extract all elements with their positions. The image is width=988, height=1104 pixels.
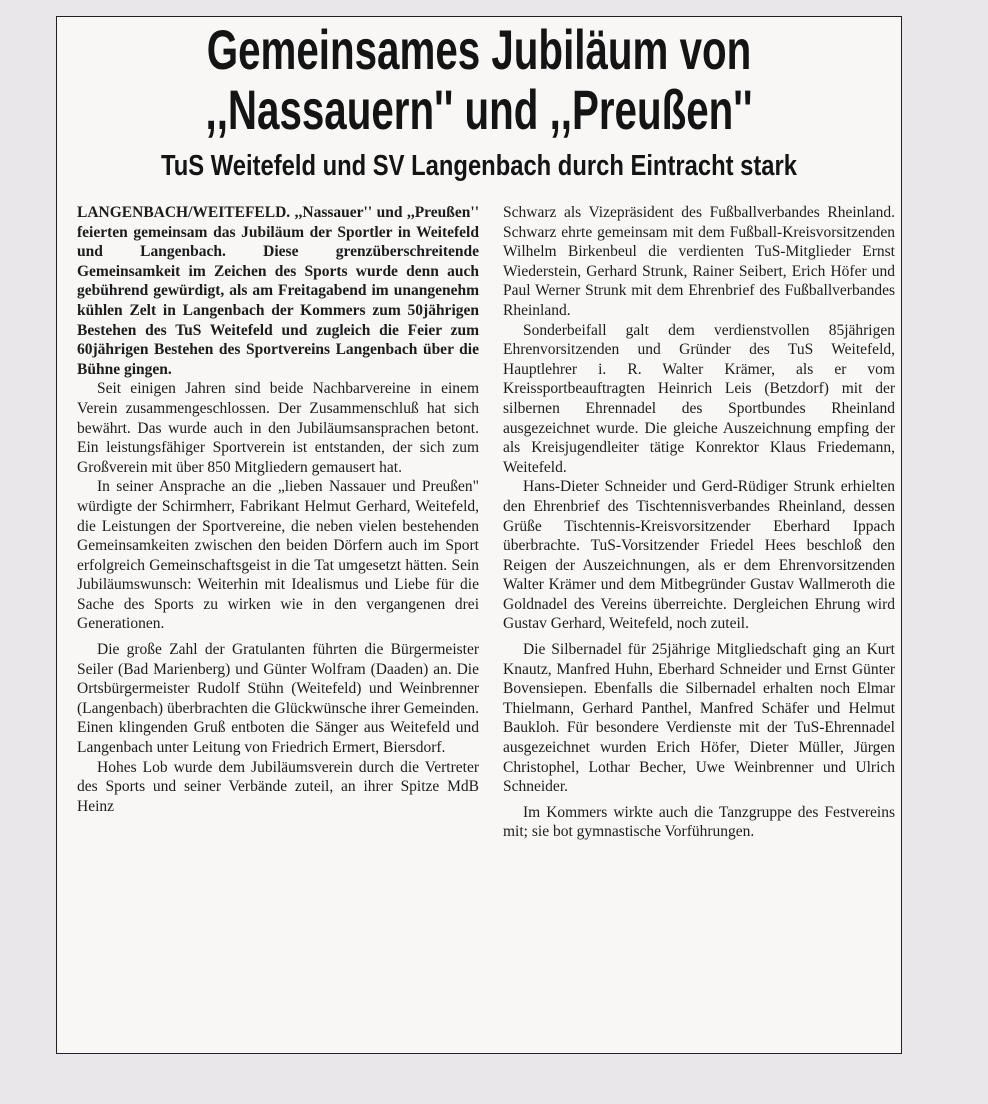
article-paragraph: Die große Zahl der Gratulanten führten die Bürgermeister Seiler (Bad Marienberg) und Günter Wolfram (Daaden) an. Die Ortsbürgermeister Rudolf Stühn (Weitefeld) und Weinbrenner (Langenbach) überbrachten die Glückwünsche ihrer Gemeinden. Einen klingenden Gruß entboten die Sänger aus Weitefeld und Langenbach unter Leitung von Friedrich Ermert, Biersdorf. bbox=[77, 641, 479, 757]
article-paragraph: Hans-Dieter Schneider und Gerd-Rüdiger Strunk erhielten den Ehrenbrief des Tischtennisverbandes Rheinland, dessen Grüße Tischtennis-Kreisvorsitzender Eberhard Ippach überbrachte. TuS-Vorsitzender Friedel Hees beschloß den Reigen der Auszeichnungen, als er dem Ehrenvorsitzenden Walter Krämer und dem Mitbegründer Gustav Wallmeroth die Goldnadel des Vereins überreichte. Dergleichen Ehrung wird Gustav Gerhard, Weitefeld, noch zuteil. bbox=[503, 478, 895, 633]
headline-line-1: Gemeinsames Jubiläum von bbox=[206, 18, 752, 81]
article-paragraph: Die Silbernadel für 25jährige Mitgliedschaft ging an Kurt Knautz, Manfred Huhn, Eberhard Schneider und Ernst Günter Bovensiepen. Ebenfalls die Silbernadel erhalten noch Elmar Thielmann, Gerhard Panthel, Manfred Schäfer und Helmut Baukloh. Für besondere Verdienste mit der TuS-Ehrennadel ausgezeichnet wurden Erich Höfer, Dieter Müller, Jürgen Christophel, Lothar Becher, Uwe Weinbrenner und Ulrich Schneider. bbox=[503, 641, 895, 796]
article-paragraph: Im Kommers wirkte auch die Tanzgruppe des Festvereins mit; sie bot gymnastische Vorführungen. bbox=[503, 803, 895, 841]
article-paragraph: Hohes Lob wurde dem Jubiläumsverein durch die Vertreter des Sports und seiner Verbände zuteil, an ihrer Spitze MdB Heinz bbox=[77, 758, 479, 815]
article-paragraph: Schwarz als Vizepräsident des Fußballverbandes Rheinland. Schwarz ehrte gemeinsam mit dem Fußball-Kreisvorsitzenden Wilhelm Birkenbeul die verdienten TuS-Mitglieder Ernst Wiederstein, Gerhard Strunk, Rainer Seibert, Erich Höfer und Paul Werner Strunk mit dem Ehrenbrief des Fußballverbandes Rheinland. bbox=[503, 204, 895, 319]
headline-line-2: ,,Nassauern'' und ,,Preußen'' bbox=[205, 78, 753, 141]
article-paragraph: In seiner Ansprache an die „lieben Nassauer und Preußen" würdigte der Schirmherr, Fabrikant Helmut Gerhard, Weitefeld, die Leistungen der Sportvereine, die neben vielen bestehenden Gemeinsamkeiten zwischen den beiden Dörfern auch im Sport erfolgreich Gemeinschaftsgeist in die Tat umgesetzt hätten. Sein Jubiläumswunsch: Weiterhin mit Idealismus und Liebe für die Sache des Sports zu wirken wie in den vergangenen drei Generationen. bbox=[77, 478, 479, 633]
article-column-right bbox=[503, 203, 895, 842]
newspaper-clipping bbox=[56, 16, 902, 1054]
subheadline: TuS Weitefeld und SV Langenbach durch Eintracht stark bbox=[160, 150, 797, 182]
article-paragraph: LANGENBACH/WEITEFELD. ,,Nassauer'' und ,,Preußen'' feierten gemeinsam das Jubiläum der Sportler in Weitefeld und Langenbach. Diese grenzüberschreitende Gemeinsamkeit im Zeichen des Sports wurde denn auch gebührend gewürdigt, als am Freitagabend im unangenehm kühlen Zelt in Langenbach der Kommers zum 50jährigen Bestehen des TuS Weitefeld und zugleich die Feier zum 60jährigen Bestehen des Sportvereins Langenbach über die Bühne gingen. bbox=[77, 204, 479, 378]
article-paragraph: Sonderbeifall galt dem verdienstvollen 85jährigen Ehrenvorsitzenden und Gründer des TuS Weitefeld, Hauptlehrer i. R. Walter Krämer, als er vom Kreissportbeauftragten Heinrich Leis (Betzdorf) mit der silbernen Ehrennadel des Sportbundes Rheinland ausgezeichnet wurde. Die gleiche Auszeichnung empfing der als Kreisjugendleiter tätige Konrektor Klaus Friedemann, Weitefeld. bbox=[503, 321, 895, 476]
article-column-left bbox=[77, 203, 479, 816]
article-paragraph: Seit einigen Jahren sind beide Nachbarvereine in einem Verein zusammengeschlossen. Der Zusammenschluß hat sich bewährt. Das wurde auch in den Jubiläumsansprachen betont. Ein leistungsfähiger Sportverein ist entstanden, der sich zum Großverein mit über 850 Mitgliedern gemausert hat. bbox=[77, 380, 479, 476]
